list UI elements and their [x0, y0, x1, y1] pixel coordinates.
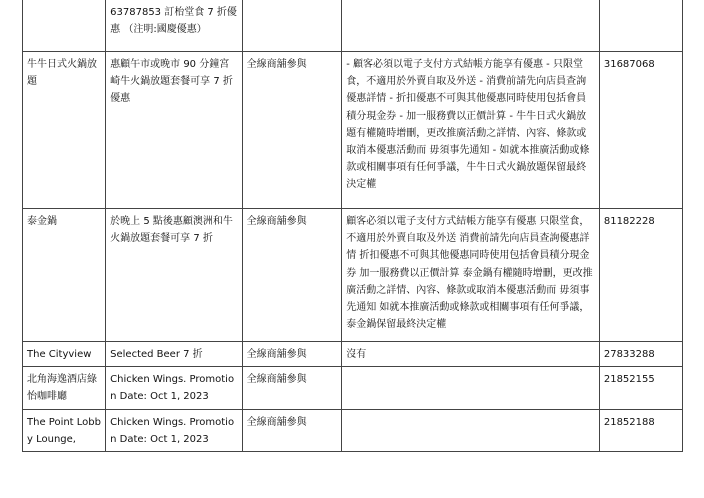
phone-number: 81182228 — [599, 209, 682, 342]
participating-shops: 全線商舖參與 — [242, 367, 342, 409]
participating-shops: 全線商舖參與 — [242, 342, 342, 367]
table-row — [23, 409, 683, 451]
offer-details: Chicken Wings. Promotion Date: Oct 1, 2023 — [106, 367, 243, 409]
table-row — [23, 52, 683, 209]
terms-conditions: 沒有 — [342, 342, 600, 367]
terms-conditions — [342, 367, 600, 409]
participating-shops — [242, 0, 342, 52]
participating-shops: 全線商舖參與 — [242, 209, 342, 342]
merchant-name: The Cityview — [23, 342, 106, 367]
offer-details: Chicken Wings. Promotion Date: Oct 1, 2023 — [106, 409, 243, 451]
terms-conditions: - 顧客必須以電子支付方式結帳方能享有優惠 - 只限堂食，不適用於外賣自取及外送 - 消費前請先向店員查詢優惠詳情 - 折扣優惠不可與其他優惠同時使用包括會員積分現金券 - 加一服務費以正價計算 - 牛牛日式火鍋放題有權隨時增刪，更改推廣活動之詳情、內容、條款或取消本優惠活動而 毋須事先通知 - 如就本推廣活動或條款或相關事項有任何爭議，牛牛日式火鍋放題保留最終決定權 — [342, 52, 600, 209]
phone-number: 31687068 — [599, 52, 682, 209]
phone-number: 21852188 — [599, 409, 682, 451]
terms-conditions — [342, 0, 600, 52]
offer-details: 63787853 訂枱堂食 7 折優惠 （注明:國慶優惠） — [106, 0, 243, 52]
offer-details: 惠顧午市或晚市 90 分鐘宮崎牛火鍋放題套餐可享 7 折優惠 — [106, 52, 243, 209]
terms-conditions: 顧客必須以電子支付方式結帳方能享有優惠 只限堂食，不適用於外賣自取及外送 消費前請先向店員查詢優惠詳情 折扣優惠不可與其他優惠同時使用包括會員積分現金券 加一服務費以正價計算 泰金鍋有權隨時增刪，更改推廣活動之詳情、內容、條款或取消本優惠活動而 毋須事先通知 如就本推廣活動或條款或相關事項有任何爭議，泰金鍋保留最終決定權 — [342, 209, 600, 342]
promotion-table — [22, 0, 683, 452]
participating-shops: 全線商舖參與 — [242, 52, 342, 209]
table-row — [23, 367, 683, 409]
table-row — [23, 342, 683, 367]
phone-number: 27833288 — [599, 342, 682, 367]
phone-number: 21852155 — [599, 367, 682, 409]
merchant-name: 北角海逸酒店綠怡咖啡廳 — [23, 367, 106, 409]
merchant-name — [23, 0, 106, 52]
merchant-name: The Point Lobby Lounge, — [23, 409, 106, 451]
offer-details: Selected Beer 7 折 — [106, 342, 243, 367]
offer-details: 於晚上 5 點後惠顧澳洲和牛火鍋放題套餐可享 7 折 — [106, 209, 243, 342]
merchant-name: 泰金鍋 — [23, 209, 106, 342]
phone-number — [599, 0, 682, 52]
merchant-name: 牛牛日式火鍋放題 — [23, 52, 106, 209]
terms-conditions — [342, 409, 600, 451]
participating-shops: 全線商舖參與 — [242, 409, 342, 451]
table-row — [23, 209, 683, 342]
table-row — [23, 0, 683, 52]
